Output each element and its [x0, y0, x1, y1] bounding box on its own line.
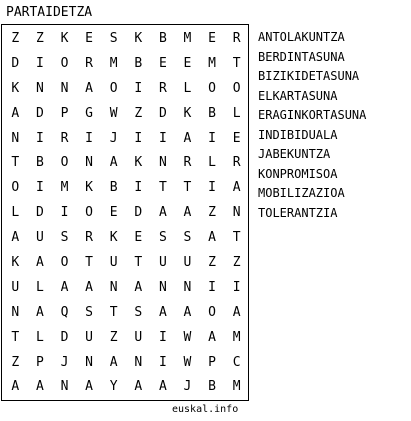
grid-cell[interactable]: U — [158, 254, 167, 270]
grid-cell[interactable]: Z — [208, 205, 216, 221]
grid-cell[interactable]: I — [208, 180, 216, 196]
grid-cell[interactable]: T — [11, 329, 20, 345]
grid-cell[interactable]: D — [35, 205, 44, 221]
grid-cell[interactable]: N — [35, 80, 44, 96]
word-list-item: JABEKUNTZA — [258, 147, 331, 161]
grid-cell[interactable]: Z — [35, 30, 44, 46]
grid-cell[interactable]: Y — [109, 379, 118, 395]
grid-cell[interactable]: L — [35, 279, 44, 295]
grid-cell[interactable]: N — [11, 304, 20, 320]
grid-cell[interactable]: A — [208, 230, 216, 246]
grid-cell[interactable]: N — [60, 379, 69, 395]
grid-cell[interactable]: A — [109, 155, 118, 171]
grid-cell[interactable]: E — [134, 230, 143, 246]
grid-cell[interactable]: O — [85, 205, 93, 221]
grid-cell[interactable]: U — [134, 329, 143, 345]
word-list-item: INDIBIDUALA — [258, 127, 338, 142]
grid-cell[interactable]: O — [60, 155, 69, 171]
grid-cell[interactable]: S — [109, 30, 118, 46]
grid-cell[interactable]: A — [208, 329, 216, 345]
grid-cell[interactable]: Z — [11, 354, 20, 370]
grid-cell[interactable]: A — [232, 304, 241, 320]
grid-cell[interactable]: B — [208, 379, 216, 395]
grid-cell[interactable]: A — [35, 254, 44, 270]
grid-cell[interactable]: K — [11, 254, 20, 270]
grid-cell[interactable]: M — [232, 329, 241, 345]
grid-cell[interactable]: I — [35, 55, 44, 71]
grid-cell[interactable]: B — [134, 55, 143, 71]
grid-cell[interactable]: R — [232, 30, 241, 46]
grid-cell[interactable]: T — [183, 180, 192, 196]
grid-cell[interactable]: A — [11, 230, 20, 246]
grid-cell[interactable]: N — [11, 130, 20, 146]
grid-cell[interactable]: A — [35, 379, 44, 395]
word-list-item: KONPROMISOA — [258, 166, 338, 181]
grid-cell[interactable]: O — [232, 80, 241, 96]
grid-cell[interactable]: I — [208, 130, 216, 146]
grid-cell[interactable]: U — [11, 279, 20, 295]
grid-cell[interactable]: N — [134, 354, 143, 370]
grid-cell[interactable]: A — [158, 205, 167, 221]
grid-cell[interactable]: I — [35, 180, 44, 196]
grid-cell[interactable]: Z — [208, 254, 216, 270]
grid-cell[interactable]: A — [183, 304, 192, 320]
grid-cell[interactable]: S — [85, 304, 93, 320]
grid-cell[interactable]: R — [232, 155, 241, 171]
grid-cell[interactable]: P — [60, 105, 69, 121]
grid-cell[interactable]: O — [208, 304, 216, 320]
grid-cell[interactable]: E — [183, 55, 192, 71]
grid-cell[interactable]: N — [232, 205, 241, 221]
grid-cell[interactable]: A — [158, 379, 167, 395]
grid-cell[interactable]: E — [208, 30, 216, 46]
grid-cell[interactable]: Z — [232, 254, 241, 270]
grid-cell[interactable]: R — [85, 230, 93, 246]
grid-cell[interactable]: T — [134, 254, 143, 270]
word-list-item: TOLERANTZIA — [258, 205, 338, 220]
grid-cell[interactable]: Z — [11, 30, 20, 46]
grid-cell[interactable]: W — [183, 329, 192, 345]
grid-cell[interactable]: L — [35, 329, 44, 345]
grid-cell[interactable]: G — [85, 105, 93, 121]
grid-cell[interactable]: O — [208, 80, 216, 96]
word-list-item: BERDINTASUNA — [258, 49, 345, 64]
grid-cell[interactable]: M — [60, 180, 69, 196]
grid-cell[interactable]: P — [35, 354, 44, 370]
grid-cell[interactable]: N — [158, 155, 167, 171]
grid-cell[interactable]: I — [134, 180, 143, 196]
grid-cell[interactable]: I — [134, 80, 143, 96]
grid-cell[interactable]: D — [35, 105, 44, 121]
grid-cell[interactable]: A — [11, 105, 20, 121]
grid-cell[interactable]: S — [183, 230, 192, 246]
grid-cell[interactable]: O — [109, 80, 118, 96]
grid-cell[interactable]: N — [85, 354, 93, 370]
grid-cell[interactable]: J — [109, 130, 118, 146]
grid-cell[interactable]: A — [183, 205, 192, 221]
grid-cell[interactable]: I — [158, 354, 167, 370]
grid-cell[interactable]: E — [158, 55, 167, 71]
grid-cell[interactable]: J — [183, 379, 192, 395]
grid-cell[interactable]: M — [208, 55, 216, 71]
grid-cell[interactable]: K — [60, 30, 69, 46]
grid-cell[interactable]: A — [134, 379, 143, 395]
grid-cell[interactable]: U — [35, 230, 44, 246]
grid-cell[interactable]: Z — [109, 329, 118, 345]
grid-cell[interactable]: E — [85, 30, 93, 46]
grid-cell[interactable]: K — [134, 30, 143, 46]
word-list-item: BIZIKIDETASUNA — [258, 69, 360, 83]
grid-cell[interactable]: M — [183, 30, 192, 46]
grid-cell[interactable]: T — [85, 254, 93, 270]
grid-cell[interactable]: O — [11, 180, 20, 196]
grid-cell[interactable]: P — [208, 354, 216, 370]
grid-cell[interactable]: T — [11, 155, 20, 171]
grid-cell[interactable]: L — [183, 80, 192, 96]
grid-cell[interactable]: K — [85, 180, 93, 196]
word-list-item: MOBILIZAZIOA — [258, 186, 345, 200]
grid-cell[interactable]: O — [60, 254, 69, 270]
grid-cell[interactable]: D — [158, 105, 167, 121]
grid-cell[interactable]: D — [60, 329, 69, 345]
grid-cell[interactable]: N — [158, 279, 167, 295]
grid-cell[interactable]: S — [158, 230, 167, 246]
grid-cell[interactable]: T — [109, 304, 118, 320]
grid-cell[interactable]: A — [85, 80, 93, 96]
grid-cell[interactable]: C — [232, 354, 241, 370]
grid-cell[interactable]: L — [232, 105, 241, 121]
grid-cell[interactable]: R — [60, 130, 69, 146]
grid-cell[interactable]: A — [158, 304, 167, 320]
grid-cell[interactable]: K — [11, 80, 20, 96]
grid-cell[interactable]: W — [183, 354, 192, 370]
grid-cell[interactable]: K — [109, 230, 118, 246]
grid-cell[interactable]: I — [158, 130, 167, 146]
grid-cell[interactable]: A — [134, 279, 143, 295]
grid-cell[interactable]: A — [109, 354, 118, 370]
grid-cell[interactable]: Q — [60, 304, 69, 320]
grid-cell[interactable]: T — [158, 180, 167, 196]
word-list-item: ELKARTASUNA — [258, 88, 338, 103]
grid-cell[interactable]: R — [158, 80, 167, 96]
grid-cell[interactable]: A — [60, 279, 69, 295]
grid-cell[interactable]: I — [158, 329, 167, 345]
grid-cell[interactable]: U — [109, 254, 118, 270]
word-list-item: ANTOLAKUNTZA — [258, 30, 345, 44]
grid-cell[interactable]: A — [85, 279, 93, 295]
grid-cell[interactable]: A — [183, 130, 192, 146]
grid-cell[interactable]: A — [35, 304, 44, 320]
grid-cell[interactable]: I — [60, 205, 69, 221]
grid-cell[interactable]: O — [60, 55, 69, 71]
grid-cell[interactable]: R — [85, 55, 93, 71]
grid-cell[interactable]: E — [109, 205, 118, 221]
grid-cell[interactable]: I — [134, 130, 143, 146]
grid-cell[interactable]: B — [158, 30, 167, 46]
grid-cell[interactable]: B — [208, 105, 216, 121]
puzzle-title: PARTAIDETZA — [6, 5, 93, 20]
letter-grid — [2, 26, 251, 399]
grid-cell[interactable]: N — [60, 80, 69, 96]
grid-cell[interactable]: J — [60, 354, 69, 370]
grid-cell[interactable]: A — [85, 379, 93, 395]
grid-cell[interactable]: K — [183, 105, 192, 121]
letter-grid-frame — [1, 24, 249, 401]
grid-cell[interactable]: T — [232, 55, 241, 71]
grid-cell[interactable]: I — [208, 279, 216, 295]
grid-cell[interactable]: Z — [134, 105, 143, 121]
grid-cell[interactable]: I — [232, 279, 241, 295]
grid-cell[interactable]: U — [85, 329, 93, 345]
grid-cell[interactable]: S — [60, 230, 69, 246]
grid-cell[interactable]: I — [35, 130, 44, 146]
grid-cell[interactable]: B — [35, 155, 44, 171]
word-list — [258, 28, 408, 223]
word-list-item: ERAGINKORTASUNA — [258, 108, 367, 122]
grid-cell[interactable]: N — [183, 279, 192, 295]
grid-cell[interactable]: L — [208, 155, 216, 171]
grid-cell[interactable]: I — [85, 130, 93, 146]
grid-cell[interactable]: A — [11, 379, 20, 395]
grid-cell[interactable]: U — [183, 254, 192, 270]
grid-cell[interactable]: B — [109, 180, 118, 196]
grid-cell[interactable]: D — [11, 55, 20, 71]
grid-cell[interactable]: L — [11, 205, 20, 221]
grid-cell[interactable]: K — [134, 155, 143, 171]
grid-cell[interactable]: N — [109, 279, 118, 295]
grid-cell[interactable]: T — [232, 230, 241, 246]
grid-cell[interactable]: A — [232, 180, 241, 196]
grid-cell[interactable]: M — [232, 379, 241, 395]
grid-cell[interactable]: D — [134, 205, 143, 221]
grid-cell[interactable]: R — [183, 155, 192, 171]
site-credit: euskal.info — [172, 404, 239, 415]
grid-cell[interactable]: M — [109, 55, 118, 71]
grid-cell[interactable]: E — [232, 130, 241, 146]
grid-cell[interactable]: W — [109, 105, 118, 121]
grid-cell[interactable]: N — [85, 155, 93, 171]
grid-cell[interactable]: S — [134, 304, 143, 320]
